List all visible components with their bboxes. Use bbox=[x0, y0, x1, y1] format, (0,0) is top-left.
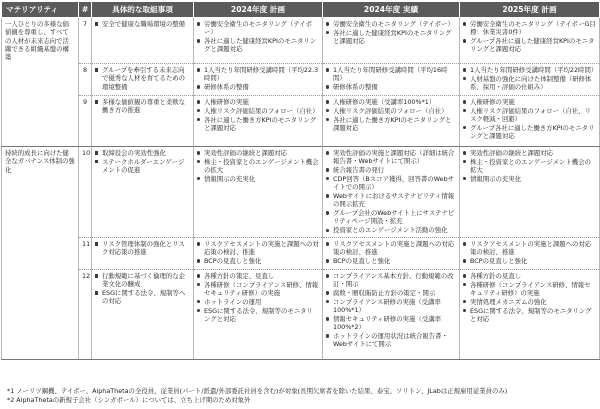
plan-2024-cell bbox=[194, 238, 323, 270]
plan-2024-item: 各種研修（コンプライアンス研修、情報セキュリティ研修）の実施 bbox=[197, 281, 319, 298]
initiative-item: ステークホルダーエンゲージメントの促進 bbox=[95, 158, 190, 175]
plan-2024-item: 1人当たり年間研修受講時間（平均22.3時間） bbox=[197, 66, 319, 83]
row-number: 11 bbox=[79, 238, 92, 270]
result-2024-item: 1人当たり年間研修受講時間（平均16時間） bbox=[326, 66, 456, 83]
plan-2025-item: グループ各社に適した働き方KPIのモニタリングと課題対応 bbox=[463, 124, 596, 141]
plan-2025-item: 人権リスク評価結果のフォロー（自社、リスク軽減・回避） bbox=[463, 107, 596, 124]
initiative-cell bbox=[92, 238, 194, 270]
result-2024-cell bbox=[323, 270, 460, 360]
result-2024-item: CDP回答（Bスコア獲得、回答書のWebサイトでの開示） bbox=[326, 175, 456, 192]
initiative-cell bbox=[92, 64, 194, 96]
plan-2025-item: ESGに関する法令、規制等のモニタリングと対応 bbox=[463, 307, 596, 324]
result-2024-item: グループ会社のWebサイト上にサステナビリティページ開設・拡充 bbox=[326, 209, 456, 226]
plan-2025-item: 各種研修（コンプライアンス研修、情報セキュリティ研修）の実施 bbox=[463, 281, 596, 298]
plan-2024-item: 人権リスク評価結果のフォロー（自社） bbox=[197, 107, 319, 115]
result-2024-item: BCPの見直しと強化 bbox=[326, 257, 456, 265]
result-2024-item: 統合報告書の発行 bbox=[326, 166, 456, 174]
result-2024-cell bbox=[323, 96, 460, 147]
result-2024-cell bbox=[323, 147, 460, 238]
plan-2025-item: リスクアセスメントの実施と課題への対応策の検討、推進 bbox=[463, 240, 596, 257]
plan-2025-cell bbox=[460, 270, 600, 360]
result-2024-item: 情報セキュリティ研修の実施（受講率100%*2） bbox=[326, 315, 456, 332]
row-number: 10 bbox=[79, 147, 92, 238]
table-row bbox=[2, 18, 600, 64]
plan-2024-item: 労働安全衛生のモニタリング（テイボー） bbox=[197, 20, 319, 37]
result-2024-cell bbox=[323, 238, 460, 270]
result-2024-item: コンプライアンス研修の実施（受講率100%*1） bbox=[326, 298, 456, 315]
plan-2025-cell bbox=[460, 96, 600, 147]
header-plan-2025: 2025年度 計画 bbox=[460, 2, 600, 18]
table-row bbox=[2, 270, 600, 360]
initiative-cell bbox=[92, 270, 194, 360]
result-2024-item: 各社に適した働き方KPIのモニタリングと課題対応 bbox=[326, 116, 456, 133]
table-row bbox=[2, 64, 600, 96]
plan-2025-item: 実効性評価の継続と課題対応 bbox=[463, 149, 596, 157]
initiative-item: 行動規範に基づく倫理的な企業文化の醸成 bbox=[95, 272, 190, 289]
table-row bbox=[2, 238, 600, 270]
plan-2024-item: 各社に適した働き方KPIのモニタリングと課題対応 bbox=[197, 116, 319, 133]
plan-2025-cell bbox=[460, 64, 600, 96]
result-2024-item: 研修体系の整備 bbox=[326, 83, 456, 91]
plan-2025-item: 人材基盤の強化に向けた体制整備（研修体系、採用・評価の仕組み） bbox=[463, 75, 596, 92]
initiative-item: ESGに関する法令、規制等への対応 bbox=[95, 289, 190, 306]
row-number: 7 bbox=[79, 18, 92, 64]
header-number: # bbox=[79, 2, 92, 18]
result-2024-item: 投資家とのエンゲージメント活動の強化 bbox=[326, 226, 456, 234]
materiality-table bbox=[1, 1, 600, 360]
plan-2024-item: 各種方針の策定、見直し bbox=[197, 272, 319, 280]
header-initiative: 具体的な取組事項 bbox=[92, 2, 194, 18]
initiative-cell bbox=[92, 147, 194, 238]
header-result-2024: 2024年度 実績 bbox=[323, 2, 460, 18]
plan-2025-item: BCPの見直しと強化 bbox=[463, 257, 596, 265]
plan-2024-cell bbox=[194, 96, 323, 147]
result-2024-item: 人権研修の実施（受講率100%*1） bbox=[326, 98, 456, 106]
initiative-item: リスク管理体制の強化とリスク対応策の推進 bbox=[95, 240, 190, 257]
plan-2025-item: 株主・投資家とのエンゲージメント機会の拡大 bbox=[463, 158, 596, 175]
result-2024-item: 労働安全衛生のモニタリング（テイボー） bbox=[326, 20, 456, 28]
materiality-cell: 持続的成長に向けた健全なガバナンス体制の強化 bbox=[2, 147, 79, 360]
result-2024-item: 実効性評価の実施と課題対応（詳細は統合報告書・Webサイトにて開示） bbox=[326, 149, 456, 166]
header-plan-2024: 2024年度 計画 bbox=[194, 2, 323, 18]
plan-2024-item: ホットラインの運用 bbox=[197, 298, 319, 306]
plan-2024-item: 各社に適した健康経営KPIのモニタリングと課題対応 bbox=[197, 37, 319, 54]
plan-2025-item: 1人当たり年間研修受講時間（平均22時間） bbox=[463, 66, 596, 74]
initiative-item: 取締役会の実効性強化 bbox=[95, 149, 190, 157]
table-row bbox=[2, 147, 600, 238]
plan-2024-item: 情報開示の充実化 bbox=[197, 175, 319, 183]
table-row bbox=[2, 96, 600, 147]
plan-2024-cell bbox=[194, 18, 323, 64]
plan-2024-cell bbox=[194, 64, 323, 96]
plan-2025-cell bbox=[460, 18, 600, 64]
result-2024-item: コンプライアンス基本方針、行動規範の改訂・開示 bbox=[326, 272, 456, 289]
table-header-row bbox=[2, 2, 600, 18]
row-number: 8 bbox=[79, 64, 92, 96]
header-materiality: マテリアリティ bbox=[2, 2, 79, 18]
footnote-1: *1 ノーリツ鋼機、テイボー、AlphaThetaの全役員、従業員(パート/派遣/外部委託社員を含む)が対象(長期欠席者を除いた結果、泰宝、ソリトン、JLabは正規雇用従業員のみ) bbox=[7, 387, 508, 395]
plan-2025-item: グループ各社に適した健康経営KPIのモニタリングと課題対応 bbox=[463, 37, 596, 54]
result-2024-cell bbox=[323, 64, 460, 96]
plan-2024-item: 人権研修の実施 bbox=[197, 98, 319, 106]
plan-2025-cell bbox=[460, 238, 600, 270]
footnote-2: *2 AlphaThetaの新規子会社（シンガポール）については、立ち上げ期のため対象外 bbox=[7, 396, 251, 404]
initiative-cell bbox=[92, 18, 194, 64]
plan-2025-item: 実情処理メカニズムの強化 bbox=[463, 298, 596, 306]
result-2024-item: ホットラインの運用状況は統合報告書・Webサイトにて開示 bbox=[326, 332, 456, 349]
result-2024-item: 人権リスク評価結果のフォロー（自社） bbox=[326, 107, 456, 115]
row-number: 9 bbox=[79, 96, 92, 147]
plan-2024-cell bbox=[194, 270, 323, 360]
initiative-item: 安全で健康な職場環境の整備 bbox=[95, 20, 190, 28]
result-2024-item: Webサイトにおけるサステナビリティ情報の開示拡充 bbox=[326, 192, 456, 209]
plan-2025-item: 各種方針の見直し bbox=[463, 272, 596, 280]
plan-2024-item: 実効性評価の継続と課題対応 bbox=[197, 149, 319, 157]
result-2024-item: リスクアセスメントの実施と課題への対応策の検討、推進 bbox=[326, 240, 456, 257]
result-2024-cell bbox=[323, 18, 460, 64]
initiative-cell bbox=[92, 96, 194, 147]
initiative-item: グループを牽引する未来志向で優秀な人材を育てるための環境整備 bbox=[95, 66, 190, 91]
plan-2024-item: 株主・投資家とのエンゲージメント機会の拡大 bbox=[197, 158, 319, 175]
plan-2024-item: リスクアセスメントの実施と課題への対応策の検討、推進 bbox=[197, 240, 319, 257]
row-number: 12 bbox=[79, 270, 92, 360]
plan-2024-item: ESGに関する法令、規制等のモニタリングと対応 bbox=[197, 307, 319, 324]
plan-2024-item: 研修体系の整備 bbox=[197, 83, 319, 91]
plan-2025-item: 情報開示の充実化 bbox=[463, 175, 596, 183]
plan-2025-item: 労働安全衛生のモニタリング（テイボーG目標：休業災害0件） bbox=[463, 20, 596, 37]
plan-2025-cell bbox=[460, 147, 600, 238]
initiative-item: 多様な価値観の尊重と柔軟な働き方の推進 bbox=[95, 98, 190, 115]
result-2024-item: 各社に適した健康経営KPIのモニタリングと課題対応 bbox=[326, 29, 456, 46]
materiality-cell: 一人ひとりの多様な価値観を尊重し、すべての人材が未来志向で活躍できる組織基盤の構築 bbox=[2, 18, 79, 147]
plan-2025-item: 人権研修の実施 bbox=[463, 98, 596, 106]
plan-2024-cell bbox=[194, 147, 323, 238]
result-2024-item: 腐敗・贈収賄防止方針の策定・開示 bbox=[326, 289, 456, 297]
plan-2024-item: BCPの見直しと強化 bbox=[197, 257, 319, 265]
